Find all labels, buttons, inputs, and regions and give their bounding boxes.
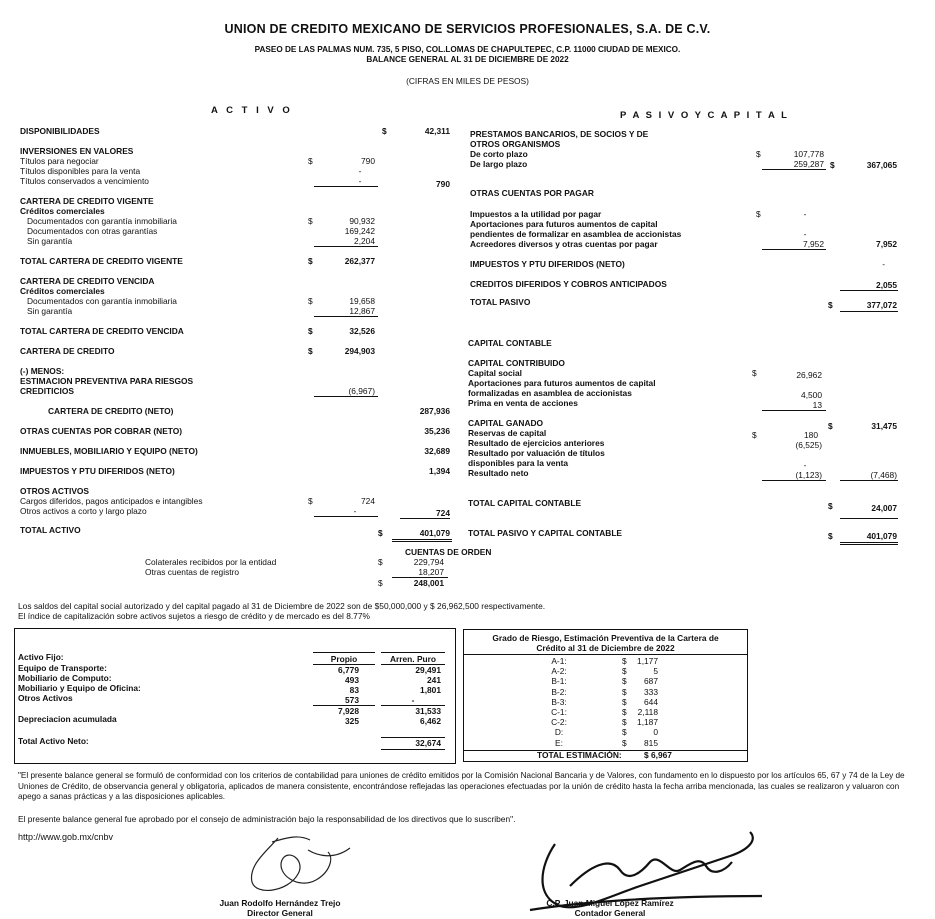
total-cartera-vigente-value: 262,377: [344, 256, 375, 266]
rule: [464, 654, 747, 655]
depreciacion-label: Depreciacion acumulada: [18, 714, 117, 724]
signer-1-name: Juan Rodolfo Hernández Trejo: [219, 898, 341, 908]
otras-cuentas-pagar-title: OTRAS CUENTAS POR PAGAR: [470, 188, 594, 198]
fijo-row-propio: 573: [345, 695, 359, 705]
ocpp-row-label: Impuestos a la utilidad por pagar: [470, 209, 602, 219]
ccon-row-value: 13: [812, 400, 822, 410]
orden-row-value: 18,207: [418, 567, 444, 577]
fijo-row-label: Mobiliario de Computo:: [18, 673, 112, 683]
riesgo-grade: B-2:: [551, 686, 567, 697]
cartera-neto-value: 287,936: [419, 406, 450, 416]
riesgo-value: 5: [653, 666, 658, 677]
riesgo-value: 1,177: [637, 656, 658, 666]
impuestos-diferidos-label: IMPUESTOS Y PTU DIFERIDOS (NETO): [20, 466, 175, 476]
riesgo-value: 815: [644, 737, 658, 748]
pb-row-value: 259,287: [793, 159, 824, 169]
cg-row-label: Resultado de ejercicios anteriores: [468, 438, 605, 448]
total-pasivo-capital-label: TOTAL PASIVO Y CAPITAL CONTABLE: [468, 528, 623, 538]
total-cartera-vencida-label: TOTAL CARTERA DE CREDITO VENCIDA: [20, 326, 184, 336]
prestamos-title-2: OTROS ORGANISMOS: [470, 139, 561, 149]
inversiones-title: INVERSIONES EN VALORES: [20, 146, 134, 156]
double-rule: [392, 539, 452, 542]
riesgo-grade: A-1:: [551, 656, 567, 666]
cv-row-label: Documentados con garantía inmobiliaria: [27, 216, 177, 226]
ccon-row-label: formalizadas en asamblea de accionistas: [468, 388, 632, 398]
riesgo-value: 0: [653, 727, 658, 738]
crediticios-label: CREDITICIOS: [20, 386, 74, 396]
cartera-credito-value: 294,903: [344, 346, 375, 356]
approval-note: El presente balance general fue aprobado por el consejo de administración bajo la responsabilidad de los directivos que lo suscriben".: [18, 814, 516, 824]
rule: [314, 316, 378, 317]
currency-sign: $: [828, 421, 833, 431]
rule: [840, 518, 898, 519]
cv-row-label: Sin garantía: [27, 236, 73, 246]
riesgo-value: 687: [644, 676, 658, 687]
total-cartera-vencida-value: 32,526: [349, 326, 375, 336]
double-rule: [840, 542, 898, 545]
total-cartera-vigente-label: TOTAL CARTERA DE CREDITO VIGENTE: [20, 256, 183, 266]
activo-fijo-box: [14, 628, 456, 764]
inv-row-value: 790: [361, 156, 375, 166]
currency-sign: $: [378, 578, 383, 588]
estimacion-value: (6,967): [348, 386, 375, 396]
otros-activos-total: 724: [436, 508, 450, 518]
cuentas-orden-title: CUENTAS DE ORDEN: [405, 547, 492, 557]
cg-row-value: (1,123): [795, 470, 822, 480]
capital-note: Los saldos del capital social autorizado y del capital pagado al 31 de Diciembre de 2022 son de $50,000,000 y $ 26,962,500 respectivamente.: [18, 601, 546, 611]
total-activo-neto-label: Total Activo Neto:: [18, 736, 89, 746]
total-capital-contable-value: 24,007: [871, 503, 897, 513]
capital-ganado-title: CAPITAL GANADO: [468, 418, 544, 428]
total-pasivo-label: TOTAL PASIVO: [470, 297, 531, 307]
currency-sign: $: [828, 531, 833, 541]
inv-row-label: Títulos conservados a vencimiento: [20, 176, 149, 186]
capital-contable-heading: CAPITAL CONTABLE: [468, 338, 552, 348]
statement-title: BALANCE GENERAL AL 31 DE DICIEMBRE DE 2022: [366, 55, 569, 64]
riesgo-value: 644: [644, 696, 658, 707]
col-header-propio: Propio: [330, 654, 358, 664]
orden-row-value: 229,794: [413, 557, 444, 567]
rule: [840, 480, 898, 481]
total-activo-label: TOTAL ACTIVO: [20, 525, 81, 535]
ocpp-row-label: Aportaciones para futuros aumentos de capital: [470, 219, 658, 229]
inmuebles-value: 32,689: [424, 446, 450, 456]
fijo-row-propio: 493: [345, 675, 359, 685]
ccon-row-label: Aportaciones para futuros aumentos de capital: [468, 378, 656, 388]
cg-row-value: 180: [804, 430, 818, 440]
prestamos-total: 367,065: [866, 160, 897, 170]
cnbv-link[interactable]: http://www.gob.mx/cnbv: [18, 832, 114, 842]
cven-row-label: Documentados con garantía inmobiliaria: [27, 296, 177, 306]
currency-sign: $: [622, 656, 627, 666]
creditos-diferidos-value: 2,055: [876, 280, 897, 290]
cven-row-value: 12,867: [349, 306, 375, 316]
inmuebles-label: INMUEBLES, MOBILIARIO Y EQUIPO (NETO): [20, 446, 198, 456]
total-estimacion-value: $ 6,967: [644, 750, 672, 760]
riesgo-grade: C-2:: [551, 717, 567, 728]
rule: [381, 652, 445, 653]
rule: [840, 290, 898, 291]
currency-sign: $: [622, 737, 627, 748]
depreciacion-propio: 325: [345, 716, 359, 726]
rule: [400, 518, 450, 519]
units-note: (CIFRAS EN MILES DE PESOS): [406, 76, 529, 86]
rule: [314, 516, 378, 517]
total-pasivo-value: 377,072: [866, 300, 897, 310]
ccon-row-label: Capital social: [468, 368, 522, 378]
riesgo-value: 2,118: [637, 707, 658, 717]
currency-sign: $: [622, 717, 627, 728]
ccon-row-value: 4,500: [801, 390, 822, 400]
activo-fijo-title: Activo Fijo:: [18, 652, 64, 662]
pb-row-label: De largo plazo: [470, 159, 528, 169]
rule: [314, 186, 378, 187]
currency-sign: $: [378, 557, 383, 567]
otras-cuentas-pagar-total: 7,952: [876, 239, 897, 249]
signer-1-title: Director General: [247, 908, 313, 918]
currency-sign: $: [622, 666, 627, 677]
oa-row-value: 724: [361, 496, 375, 506]
fijo-row-label: Otros Activos: [18, 693, 73, 703]
riesgo-grade: B-3:: [551, 696, 567, 707]
total-activo-value: 401,079: [419, 528, 450, 538]
pb-row-value: 107,778: [793, 149, 824, 159]
capitalization-note: El índice de capitalización sobre activos sujetos a riesgo de crédito y de mercado es del 8.77%: [18, 611, 370, 621]
rule: [762, 249, 826, 250]
pasivo-heading: P A S I V O Y C A P I T A L: [620, 110, 789, 121]
cg-row-value: -: [803, 460, 807, 470]
company-address: PASEO DE LAS PALMAS NUM. 735, 5 PISO, COL.LOMAS DE CHAPULTEPEC, C.P. 11000 CIUDAD DE MEXICO.: [254, 45, 681, 54]
cv-row-value: 2,204: [354, 236, 375, 246]
riesgo-grade: C-1:: [551, 707, 567, 717]
cv-row-label: Documentados con otras garantías: [27, 226, 158, 236]
orden-row-label: Otras cuentas de registro: [145, 567, 240, 577]
rule: [840, 311, 898, 312]
capital-contribuido-title: CAPITAL CONTRIBUIDO: [468, 358, 565, 368]
currency-sign: $: [622, 707, 627, 717]
riesgo-grade: B-1:: [551, 676, 567, 687]
currency-sign: $: [828, 300, 833, 310]
riesgo-grade: E:: [555, 737, 563, 748]
cg-row-value: (6,525): [795, 440, 822, 450]
currency-sign: $: [308, 326, 313, 336]
currency-sign: $: [308, 216, 313, 226]
rule: [314, 396, 378, 397]
orden-total: 248,001: [413, 578, 444, 588]
riesgo-value: 1,187: [637, 717, 658, 728]
fijo-row-arren: 29,491: [415, 665, 441, 675]
currency-sign: $: [308, 256, 313, 266]
cartera-vencida-title: CARTERA DE CREDITO VENCIDA: [20, 276, 155, 286]
currency-sign: $: [756, 209, 761, 219]
menos-label: (-) MENOS:: [20, 366, 65, 376]
legal-note: "El presente balance general se formuló de conformidad con los criterios de contabilidad para uniones de crédito emitidos por la Comisión Nacional Bancaria y de Valores, con fundamento en lo dispuesto por los artículos 65, 67 y 74 de la Ley de Uniones de Crédito, de observancia general y obligatoria, aplicados de manera consistente, encontrándose reflejadas las operaciones efectuadas por la unión de crédito hasta la fecha arriba mencionada, las cuales se realizaron y valuaron con apego a sanas prácticas y a las disposiciones aplicables.: [18, 771, 905, 801]
total-pasivo-capital-value: 401,079: [866, 531, 897, 541]
creditos-comerciales-label: Créditos comerciales: [20, 286, 105, 296]
ocpp-row-value: -: [803, 229, 807, 239]
rule: [313, 652, 375, 653]
impuestos-diferidos-pasivo-value: -: [882, 259, 885, 269]
pb-row-label: De corto plazo: [470, 149, 528, 159]
cartera-vigente-title: CARTERA DE CREDITO VIGENTE: [20, 196, 154, 206]
currency-sign: $: [830, 160, 835, 170]
creditos-comerciales-label: Créditos comerciales: [20, 206, 105, 216]
inv-row-label: Títulos para negociar: [20, 156, 99, 166]
signer-2-name: C.P. Juan Miguel López Ramírez: [546, 898, 674, 908]
fijo-row-label: Mobiliario y Equipo de Oficina:: [18, 683, 141, 693]
currency-sign: $: [622, 686, 627, 697]
oa-row-label: Otros activos a corto y largo plazo: [20, 506, 147, 516]
total-activo-neto-value: 32,674: [415, 738, 441, 748]
currency-sign: $: [752, 430, 757, 440]
activo-heading: A C T I V O: [211, 105, 293, 116]
ccon-row-label: Prima en venta de acciones: [468, 398, 578, 408]
impuestos-diferidos-value: 1,394: [429, 466, 450, 476]
currency-sign: $: [622, 727, 627, 738]
cg-row-label: Resultado neto: [468, 468, 529, 478]
rule: [762, 410, 826, 411]
inv-row-value: -: [358, 166, 362, 176]
depreciacion-arren: 6,462: [420, 716, 441, 726]
grado-riesgo-box: [463, 629, 748, 762]
cven-row-value: 19,658: [349, 296, 375, 306]
fijo-row-arren: 1,801: [420, 685, 441, 695]
oa-row-value: -: [353, 506, 357, 516]
total-estimacion-label: TOTAL ESTIMACIÓN:: [537, 750, 622, 760]
fijo-sum-propio: 7,928: [338, 706, 359, 716]
cg-row-label: Resultado por valuación de títulos: [468, 448, 605, 458]
rule: [314, 246, 378, 247]
cg-row-label: Reservas de capital: [468, 428, 547, 438]
riesgo-title-1: Grado de Riesgo, Estimación Preventiva de la Cartera de: [492, 633, 719, 643]
disponibilidades-value: 42,311: [424, 126, 450, 136]
otros-activos-title: OTROS ACTIVOS: [20, 486, 90, 496]
signer-2-title: Contador General: [574, 908, 646, 918]
fijo-row-arren: -: [411, 695, 415, 705]
disponibilidades-label: DISPONIBILIDADES: [20, 126, 100, 136]
currency-sign: $: [622, 676, 627, 687]
currency-sign: $: [828, 501, 833, 511]
currency-sign: $: [308, 346, 313, 356]
estimacion-label: ESTIMACION PREVENTIVA PARA RIESGOS: [20, 376, 194, 386]
fijo-row-arren: 241: [427, 675, 441, 685]
ocpp-row-label: Acreedores diversos y otras cuentas por pagar: [470, 239, 658, 249]
currency-sign: $: [622, 696, 627, 707]
ccon-row-value: 26,962: [796, 370, 822, 380]
capital-contribuido-total: 31,475: [871, 421, 897, 431]
ocpp-row-value: -: [803, 209, 807, 219]
creditos-diferidos-label: CREDITOS DIFERIDOS Y COBROS ANTICIPADOS: [470, 279, 667, 289]
rule: [762, 480, 826, 481]
currency-sign: $: [752, 368, 757, 378]
prestamos-title-1: PRESTAMOS BANCARIOS, DE SOCIOS Y DE: [470, 129, 649, 139]
cg-row-label: disponibles para la venta: [468, 458, 569, 468]
fijo-row-propio: 6,779: [338, 665, 359, 675]
cartera-neto-label: CARTERA DE CREDITO (NETO): [48, 406, 174, 416]
otras-cuentas-cobrar-label: OTRAS CUENTAS POR COBRAR (NETO): [20, 426, 183, 436]
cartera-credito-label: CARTERA DE CREDITO: [20, 346, 115, 356]
inv-row-label: Títulos disponibles para la venta: [20, 166, 141, 176]
signature-1: [238, 830, 358, 900]
col-header-arren: Arren. Puro: [389, 654, 437, 664]
capital-ganado-total: (7,468): [870, 470, 897, 480]
currency-sign: $: [308, 496, 313, 506]
currency-sign: $: [308, 296, 313, 306]
rule: [762, 169, 826, 170]
fijo-row-propio: 83: [349, 685, 359, 695]
riesgo-grade: D:: [554, 727, 564, 738]
riesgo-value: 333: [644, 686, 658, 697]
riesgo-title-2: Crédito al 31 de Diciembre de 2022: [536, 643, 675, 653]
orden-row-label: Colaterales recibidos por la entidad: [145, 557, 277, 567]
otras-cuentas-cobrar-value: 35,236: [424, 426, 450, 436]
oa-row-label: Cargos diferidos, pagos anticipados e intangibles: [20, 496, 203, 506]
inv-row-value: -: [358, 176, 362, 186]
currency-sign: $: [756, 149, 761, 159]
inversiones-total: 790: [436, 179, 450, 189]
fijo-row-label: Equipo de Transporte:: [18, 663, 107, 673]
total-capital-contable-label: TOTAL CAPITAL CONTABLE: [468, 498, 582, 508]
rule: [381, 749, 445, 750]
company-name: UNION DE CREDITO MEXICANO DE SERVICIOS PROFESIONALES, S.A. DE C.V.: [224, 22, 711, 36]
ocpp-row-value: 7,952: [803, 239, 824, 249]
currency-sign: $: [308, 156, 313, 166]
fijo-sum-arren: 31,533: [415, 706, 441, 716]
riesgo-grade: A-2:: [551, 666, 567, 677]
cv-row-value: 90,932: [349, 216, 375, 226]
ocpp-row-label: pendientes de formalizar en asamblea de accionistas: [470, 229, 682, 239]
cv-row-value: 169,242: [344, 226, 375, 236]
currency-sign: $: [378, 528, 383, 538]
currency-sign: $: [382, 126, 387, 136]
impuestos-diferidos-pasivo-label: IMPUESTOS Y PTU DIFERIDOS (NETO): [470, 259, 625, 269]
cven-row-label: Sin garantía: [27, 306, 73, 316]
